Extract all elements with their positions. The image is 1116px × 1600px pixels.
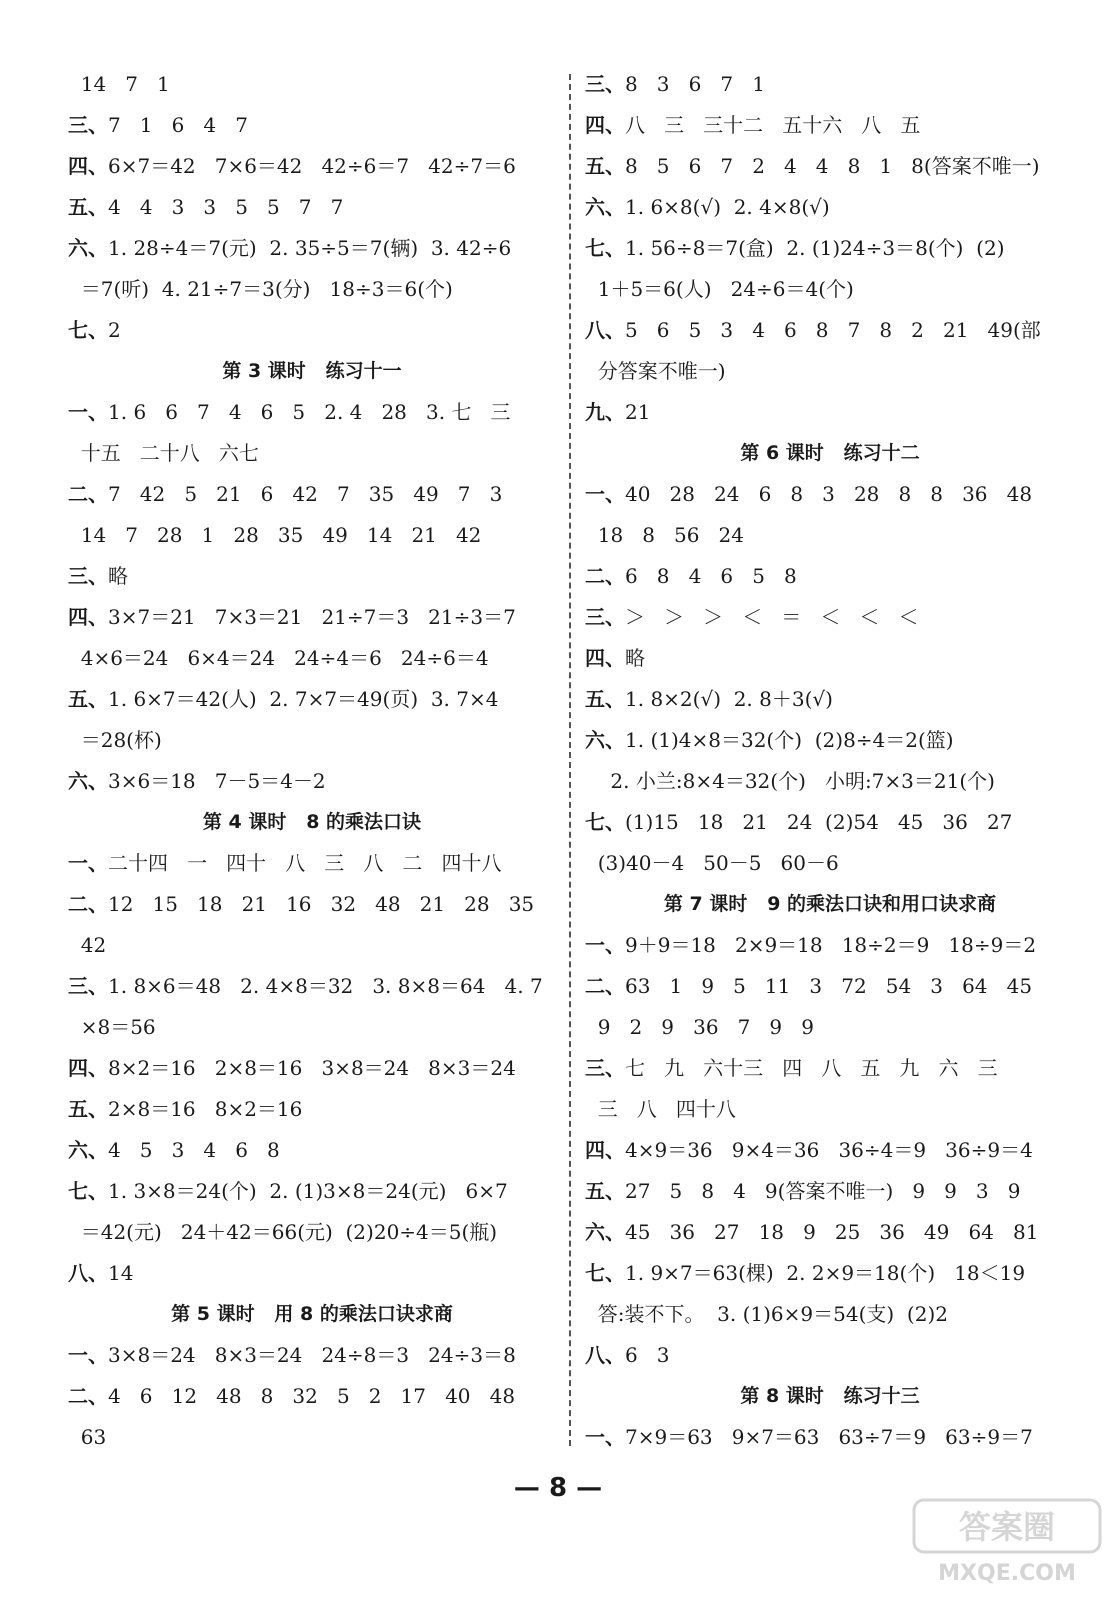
- answer-text: 9＋9＝18 2×9＝18 18÷2＝9 18÷9＝2: [625, 933, 1037, 957]
- answer-text: 分答案不唯一): [585, 359, 726, 383]
- question-number: 八、: [585, 318, 625, 342]
- answer-line: [585, 146, 1075, 187]
- question-number: 二、: [585, 564, 625, 588]
- answer-line: [585, 720, 1075, 761]
- question-number: 三、: [68, 564, 108, 588]
- answer-text: 7 42 5 21 6 42 7 35 49 7 3: [108, 482, 503, 506]
- answer-line: [585, 1335, 1075, 1376]
- section-heading: [68, 1294, 556, 1335]
- question-number: 七、: [68, 318, 108, 342]
- answer-line: [585, 1417, 1075, 1458]
- answer-line: [68, 474, 556, 515]
- section-title: 第 6 课时 练习十二: [740, 442, 920, 464]
- section-title: 第 3 课时 练习十一: [222, 360, 402, 382]
- page-number: — 8 —: [513, 1473, 603, 1503]
- watermark-logo-text: 答案圈: [958, 1508, 1056, 1546]
- answer-text: 9 2 9 36 7 9 9: [585, 1015, 814, 1039]
- answer-text: 5 6 5 3 4 6 8 7 8 2 21 49(部: [625, 318, 1041, 342]
- answer-text: 63 1 9 5 11 3 72 54 3 64 45: [625, 974, 1033, 998]
- answer-line: [585, 474, 1075, 515]
- answer-line: [68, 1130, 556, 1171]
- question-number: 五、: [68, 195, 108, 219]
- answer-text: 8 3 6 7 1: [625, 72, 765, 96]
- question-number: 四、: [68, 154, 108, 178]
- question-number: 七、: [68, 1179, 108, 1203]
- answer-text: 8 5 6 7 2 4 4 8 1 8(答案不唯一): [625, 154, 1040, 178]
- question-number: 二、: [68, 892, 108, 916]
- answer-line: [585, 269, 1075, 310]
- answer-line: [585, 228, 1075, 269]
- answer-text: 1. 8×2(√) 2. 8＋3(√): [625, 687, 833, 711]
- answer-text: 14 7 1: [68, 72, 170, 96]
- answer-text: 二十四 一 四十 八 三 八 二 四十八: [108, 851, 502, 875]
- question-number: 七、: [585, 810, 625, 834]
- answer-text: ×8＝56: [68, 1015, 156, 1039]
- question-number: 六、: [68, 1138, 108, 1162]
- answer-line: [68, 515, 556, 556]
- answer-text: 七 九 六十三 四 八 五 九 六 三: [625, 1056, 998, 1080]
- answer-line: [68, 433, 556, 474]
- answer-line: [585, 843, 1075, 884]
- answer-line: [68, 884, 556, 925]
- answer-line: [68, 720, 556, 761]
- answer-text: 14: [108, 1261, 134, 1285]
- question-number: 一、: [68, 1343, 108, 1367]
- answer-line: [68, 1253, 556, 1294]
- question-number: 五、: [585, 687, 625, 711]
- question-number: 三、: [585, 72, 625, 96]
- answer-text: 1. 6×8(√) 2. 4×8(√): [625, 195, 830, 219]
- answer-line: [585, 1212, 1075, 1253]
- answer-line: [585, 64, 1075, 105]
- answer-text: 7×9＝63 9×7＝63 63÷7＝9 63÷9＝7: [625, 1425, 1033, 1449]
- answer-text: 12 15 18 21 16 32 48 21 28 35: [108, 892, 535, 916]
- answer-text: 略: [625, 646, 645, 670]
- answer-text: 7 1 6 4 7: [108, 113, 248, 137]
- column-divider: [569, 74, 571, 1446]
- answer-text: ＝28(杯): [68, 728, 162, 752]
- section-heading: [585, 884, 1075, 925]
- answer-text: 1. 3×8＝24(个) 2. (1)3×8＝24(元) 6×7: [108, 1179, 508, 1203]
- answer-text: 4 5 3 4 6 8: [108, 1138, 280, 1162]
- answer-text: 21: [625, 400, 651, 424]
- answer-line: [68, 146, 556, 187]
- question-number: 二、: [68, 1384, 108, 1408]
- question-number: 四、: [68, 1056, 108, 1080]
- question-number: 九、: [585, 400, 625, 424]
- answer-text: 63: [68, 1425, 107, 1449]
- question-number: 五、: [68, 1097, 108, 1121]
- answer-line: [585, 1130, 1075, 1171]
- answer-text: 8×2＝16 2×8＝16 3×8＝24 8×3＝24: [108, 1056, 516, 1080]
- answer-text: 4 6 12 48 8 32 5 2 17 40 48: [108, 1384, 516, 1408]
- answer-line: [585, 556, 1075, 597]
- answer-text: 八 三 三十二 五十六 八 五: [625, 113, 921, 137]
- question-number: 三、: [585, 1056, 625, 1080]
- question-number: 七、: [585, 236, 625, 260]
- answer-line: [585, 1048, 1075, 1089]
- answer-line: [68, 187, 556, 228]
- answer-line: [585, 1171, 1075, 1212]
- answer-line: [68, 638, 556, 679]
- answer-text: 1. 6×7＝42(人) 2. 7×7＝49(页) 3. 7×4: [108, 687, 499, 711]
- answer-line: [68, 1212, 556, 1253]
- answer-line: [68, 597, 556, 638]
- answer-line: [68, 228, 556, 269]
- answer-text: 三 八 四十八: [585, 1097, 736, 1121]
- answer-text: 1. (1)4×8＝32(个) (2)8÷4＝2(篮): [625, 728, 954, 752]
- answer-line: [68, 925, 556, 966]
- answer-line: [68, 105, 556, 146]
- answer-text: 4×6＝24 6×4＝24 24÷4＝6 24÷6＝4: [68, 646, 489, 670]
- question-number: 三、: [585, 605, 625, 629]
- answer-line: [585, 105, 1075, 146]
- answer-text: 1. 8×6＝48 2. 4×8＝32 3. 8×8＝64 4. 7: [108, 974, 543, 998]
- question-number: 四、: [585, 1138, 625, 1162]
- answer-text: 45 36 27 18 9 25 36 49 64 81: [625, 1220, 1039, 1244]
- section-heading: [68, 802, 556, 843]
- question-number: 八、: [585, 1343, 625, 1367]
- question-number: 二、: [585, 974, 625, 998]
- answer-line: [585, 392, 1075, 433]
- left-answer-column: [68, 64, 556, 1458]
- answer-line: [68, 1048, 556, 1089]
- answer-line: [68, 679, 556, 720]
- question-number: 六、: [585, 195, 625, 219]
- question-number: 二、: [68, 482, 108, 506]
- answer-line: [68, 392, 556, 433]
- answer-text: 2. 小兰:8×4＝32(个) 小明:7×3＝21(个): [585, 769, 995, 793]
- answer-text: 1. 28÷4＝7(元) 2. 35÷5＝7(辆) 3. 42÷6: [108, 236, 512, 260]
- answer-line: [68, 761, 556, 802]
- answer-line: [68, 966, 556, 1007]
- question-number: 一、: [68, 400, 108, 424]
- answer-text: 18 8 56 24: [585, 523, 745, 547]
- question-number: 八、: [68, 1261, 108, 1285]
- question-number: 四、: [68, 605, 108, 629]
- answer-text: 6 8 4 6 5 8: [625, 564, 797, 588]
- answer-text: 4 4 3 3 5 5 7 7: [108, 195, 344, 219]
- watermark-site: MXQE.COM: [938, 1561, 1076, 1586]
- answer-line: [68, 556, 556, 597]
- answer-line: [68, 1007, 556, 1048]
- answer-text: ＝42(元) 24＋42＝66(元) (2)20÷4＝5(瓶): [68, 1220, 498, 1244]
- answer-text: 3×6＝18 7－5＝4－2: [108, 769, 326, 793]
- question-number: 一、: [68, 851, 108, 875]
- question-number: 一、: [585, 1425, 625, 1449]
- question-number: 四、: [585, 113, 625, 137]
- answer-line: [585, 1089, 1075, 1130]
- answer-text: 1＋5＝6(人) 24÷6＝4(个): [585, 277, 854, 301]
- answer-text: 3×8＝24 8×3＝24 24÷8＝3 24÷3＝8: [108, 1343, 516, 1367]
- answer-line: [585, 761, 1075, 802]
- answer-line: [68, 843, 556, 884]
- answer-line: [585, 515, 1075, 556]
- answer-line: [585, 925, 1075, 966]
- section-title: 第 8 课时 练习十三: [740, 1385, 920, 1407]
- answer-line: [585, 351, 1075, 392]
- answer-text: 1. 9×7＝63(棵) 2. 2×9＝18(个) 18＜19: [625, 1261, 1026, 1285]
- answer-text: 2×8＝16 8×2＝16: [108, 1097, 303, 1121]
- answer-line: [585, 597, 1075, 638]
- question-number: 六、: [68, 236, 108, 260]
- question-number: 五、: [68, 687, 108, 711]
- answer-text: (1)15 18 21 24 (2)54 45 36 27: [625, 810, 1013, 834]
- answer-text: 14 7 28 1 28 35 49 14 21 42: [68, 523, 482, 547]
- question-number: 一、: [585, 482, 625, 506]
- answer-text: 4×9＝36 9×4＝36 36÷4＝9 36÷9＝4: [625, 1138, 1033, 1162]
- answer-line: [585, 1253, 1075, 1294]
- question-number: 五、: [585, 1179, 625, 1203]
- answer-line: [585, 966, 1075, 1007]
- answer-line: [68, 1089, 556, 1130]
- section-heading: [585, 1376, 1075, 1417]
- answer-line: [68, 1171, 556, 1212]
- answer-line: [68, 1335, 556, 1376]
- answer-line: [585, 638, 1075, 679]
- answer-line: [585, 187, 1075, 228]
- answer-line: [68, 269, 556, 310]
- answer-text: 6×7＝42 7×6＝42 42÷6＝7 42÷7＝6: [108, 154, 516, 178]
- answer-text: (3)40－4 50－5 60－6: [585, 851, 839, 875]
- answer-text: 42: [68, 933, 107, 957]
- watermark-logo: [912, 1496, 1102, 1588]
- answer-text: ＞ ＞ ＞ ＜ ＝ ＜ ＜ ＜: [625, 605, 919, 629]
- section-heading: [68, 351, 556, 392]
- right-answer-column: [585, 64, 1075, 1458]
- question-number: 六、: [68, 769, 108, 793]
- answer-line: [68, 1376, 556, 1417]
- question-number: 三、: [68, 974, 108, 998]
- question-number: 七、: [585, 1261, 625, 1285]
- answer-line: [585, 310, 1075, 351]
- answer-text: 6 3: [625, 1343, 670, 1367]
- question-number: 一、: [585, 933, 625, 957]
- question-number: 六、: [585, 728, 625, 752]
- answer-line: [585, 802, 1075, 843]
- answer-line: [68, 64, 556, 105]
- section-title: 第 4 课时 8 的乘法口诀: [202, 811, 422, 833]
- answer-text: ＝7(听) 4. 21÷7＝3(分) 18÷3＝6(个): [68, 277, 453, 301]
- answer-text: 1. 6 6 7 4 6 5 2. 4 28 3. 七 三: [108, 400, 511, 424]
- section-heading: [585, 433, 1075, 474]
- answer-text: 27 5 8 4 9(答案不唯一) 9 9 3 9: [625, 1179, 1021, 1203]
- answer-text: 40 28 24 6 8 3 28 8 8 36 48: [625, 482, 1033, 506]
- question-number: 六、: [585, 1220, 625, 1244]
- answer-line: [585, 679, 1075, 720]
- answer-line: [585, 1007, 1075, 1048]
- answer-text: 2: [108, 318, 121, 342]
- section-title: 第 7 课时 9 的乘法口诀和用口诀求商: [663, 893, 997, 915]
- answer-text: 略: [108, 564, 128, 588]
- answer-text: 3×7＝21 7×3＝21 21÷7＝3 21÷3＝7: [108, 605, 516, 629]
- answer-text: 1. 56÷8＝7(盒) 2. (1)24÷3＝8(个) (2): [625, 236, 1005, 260]
- question-number: 四、: [585, 646, 625, 670]
- answer-line: [68, 310, 556, 351]
- answer-line: [68, 1417, 556, 1458]
- answer-text: 答:装不下。 3. (1)6×9＝54(支) (2)2: [585, 1302, 948, 1326]
- section-title: 第 5 课时 用 8 的乘法口诀求商: [171, 1303, 453, 1325]
- question-number: 三、: [68, 113, 108, 137]
- answer-line: [585, 1294, 1075, 1335]
- question-number: 五、: [585, 154, 625, 178]
- answer-text: 十五 二十八 六七: [68, 441, 259, 465]
